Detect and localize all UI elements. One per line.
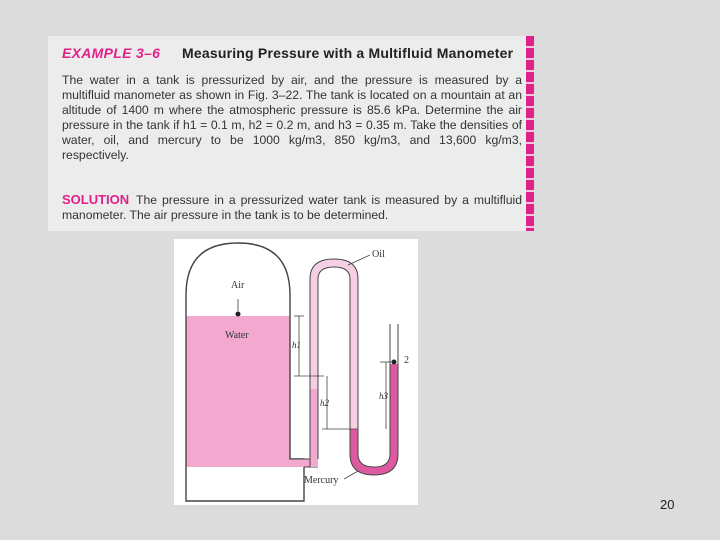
oil-label: Oil bbox=[372, 249, 385, 260]
point-2-marker bbox=[392, 360, 397, 365]
example-body: The water in a tank is pressurized by air, and the pressure is measured by a multifluid manometer as shown in Fig. 3–22. The tank is located on a mountain at an altitude of 1400 m where the atmospheric pressure is 85.6 kPa. Determine the air pressure in the tank if h1 = 0.1 m, h2 = 0.2 m, and h3 = 0.35 m. Take the densities of water, oil, and mercury to be 1000 kg/m3, 850 kg/m3, and 13,600 kg/m3, respectively. bbox=[62, 73, 522, 162]
point-1-marker bbox=[236, 312, 241, 317]
mercury-label: Mercury bbox=[304, 475, 339, 486]
solution-label: SOLUTION bbox=[62, 192, 130, 207]
example-title: Measuring Pressure with a Multifluid Manometer bbox=[182, 45, 514, 61]
air-label: Air bbox=[231, 280, 245, 291]
h3-label: h3 bbox=[379, 391, 388, 401]
mercury-tube bbox=[354, 364, 394, 471]
solution-body: The pressure in a pressurized water tank is measured by a multifluid manometer. The air pressure in the tank is to be determined. bbox=[62, 193, 522, 222]
decorative-stripe bbox=[526, 36, 534, 231]
manometer-diagram bbox=[174, 239, 418, 505]
water-label: Water bbox=[225, 330, 249, 341]
textbook-excerpt bbox=[48, 36, 534, 231]
page-number: 20 bbox=[660, 497, 675, 512]
h2-label: h2 bbox=[320, 398, 329, 408]
point-2-label: 2 bbox=[404, 355, 409, 366]
example-label: EXAMPLE 3–6 bbox=[62, 45, 161, 61]
left-tube-water bbox=[310, 389, 318, 467]
manometer-figure bbox=[174, 239, 418, 505]
h1-label: h1 bbox=[292, 340, 301, 350]
